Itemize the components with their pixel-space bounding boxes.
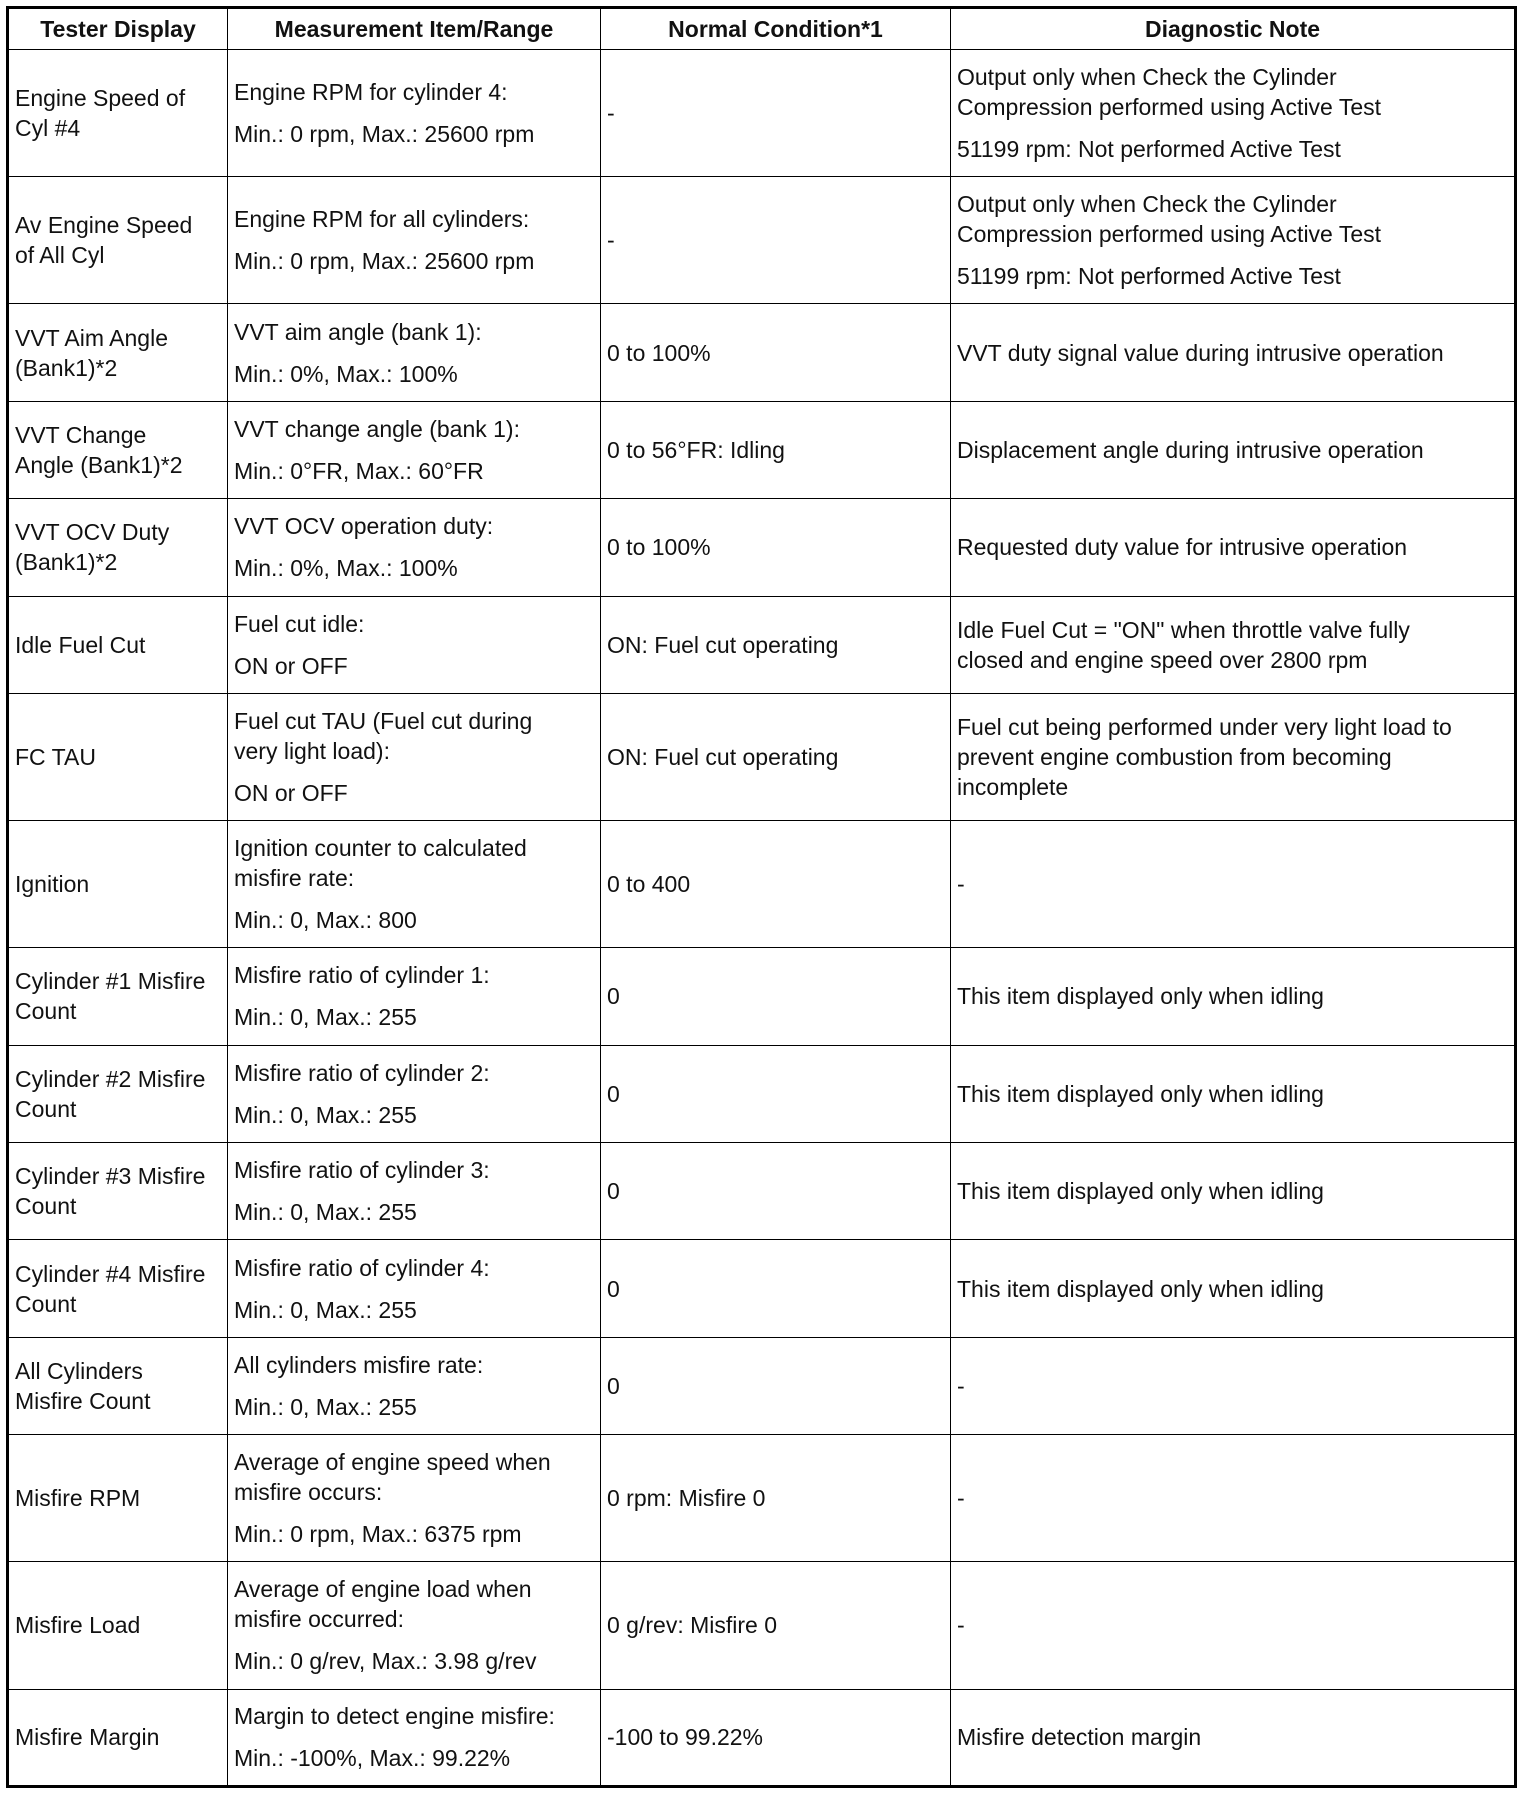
table-row — [8, 1337, 1516, 1434]
cell-diagnostic-note — [951, 1240, 1516, 1337]
cell-normal-condition: 0 — [601, 1143, 951, 1240]
measurement-range: Min.: 0, Max.: 800 — [234, 907, 417, 934]
tester-display-line: (Bank1)*2 — [15, 354, 118, 381]
measurement-line: VVT aim angle (bank 1): — [234, 318, 482, 345]
measurement-line: Ignition counter to calculated — [234, 835, 527, 862]
table-row — [8, 693, 1516, 820]
cell-normal-condition: 0 — [601, 1045, 951, 1142]
diagnostic-note-line: - — [957, 871, 965, 898]
tester-display-line: All Cylinders — [15, 1358, 143, 1384]
diagnostic-note-line: - — [957, 1485, 965, 1512]
cell-measurement-item — [228, 693, 601, 820]
cell-diagnostic-note — [951, 1045, 1516, 1142]
cell-diagnostic-note — [951, 177, 1516, 304]
tester-display-line: Angle (Bank1)*2 — [15, 451, 183, 478]
cell-tester-display — [8, 821, 228, 948]
cell-tester-display — [8, 596, 228, 693]
measurement-range: Min.: -100%, Max.: 99.22% — [234, 1745, 511, 1772]
cell-tester-display — [8, 1045, 228, 1142]
cell-normal-condition: 0 rpm: Misfire 0 — [601, 1435, 951, 1562]
cell-tester-display — [8, 1143, 228, 1240]
cell-normal-condition: 0 to 400 — [601, 821, 951, 948]
cell-tester-display — [8, 177, 228, 304]
spacer — [234, 1507, 594, 1519]
cell-measurement-item — [228, 1337, 601, 1434]
cell-tester-display — [8, 1562, 228, 1689]
table-row — [8, 596, 1516, 693]
cell-measurement-item — [228, 1240, 601, 1337]
measurement-range: Min.: 0, Max.: 255 — [234, 1296, 417, 1323]
cell-measurement-item — [228, 1689, 601, 1786]
tester-display-line: Cyl #4 — [15, 115, 81, 142]
measurement-line: misfire occurred: — [234, 1606, 404, 1633]
cell-tester-display — [8, 1337, 228, 1434]
tester-display-line: VVT Change — [15, 421, 147, 448]
cell-measurement-item — [228, 1435, 601, 1562]
measurement-line: Margin to detect engine misfire: — [234, 1703, 555, 1730]
cell-measurement-item — [228, 1143, 601, 1240]
cell-normal-condition: - — [601, 50, 951, 177]
spacer — [234, 1380, 594, 1392]
spacer — [234, 107, 594, 119]
cell-diagnostic-note — [951, 1689, 1516, 1786]
diagnostic-note-line: This item displayed only when idling — [957, 1275, 1324, 1302]
table-row — [8, 304, 1516, 401]
tester-display-line: VVT OCV Duty — [15, 519, 170, 546]
cell-measurement-item — [228, 50, 601, 177]
tester-display-line: VVT Aim Angle — [15, 324, 168, 351]
spacer — [234, 234, 594, 246]
measurement-line: Average of engine load when — [234, 1576, 532, 1603]
measurement-line: Misfire ratio of cylinder 3: — [234, 1157, 490, 1184]
cell-tester-display — [8, 401, 228, 498]
cell-measurement-item — [228, 948, 601, 1045]
cell-tester-display — [8, 304, 228, 401]
measurement-range: Min.: 0 rpm, Max.: 25600 rpm — [234, 248, 535, 275]
diagnostic-note-line: 51199 rpm: Not performed Active Test — [957, 136, 1341, 163]
tester-display-line: Engine Speed of — [15, 85, 186, 112]
table-row — [8, 50, 1516, 177]
measurement-range: Min.: 0, Max.: 255 — [234, 1394, 417, 1420]
cell-measurement-item — [228, 401, 601, 498]
tester-display-line: of All Cyl — [15, 242, 105, 269]
tester-display-line: Misfire Count — [15, 1388, 151, 1414]
cell-tester-display — [8, 1689, 228, 1786]
cell-measurement-item — [228, 596, 601, 693]
measurement-range: ON or OFF — [234, 652, 348, 679]
table-row — [8, 1045, 1516, 1142]
table-wrapper — [6, 6, 1514, 1788]
table-row — [8, 499, 1516, 596]
measurement-range: Min.: 0 rpm, Max.: 6375 rpm — [234, 1521, 522, 1548]
tester-display-line: Count — [15, 1290, 77, 1317]
diagnostic-note-line: This item displayed only when idling — [957, 1178, 1324, 1205]
table-row — [8, 1689, 1516, 1786]
diagnostic-note-line: Fuel cut being performed under very light load to — [957, 713, 1452, 740]
diagnostic-note-line: closed and engine speed over 2800 rpm — [957, 646, 1368, 673]
header-row — [8, 8, 1516, 50]
cell-normal-condition: 0 to 100% — [601, 499, 951, 596]
measurement-line: Misfire ratio of cylinder 2: — [234, 1059, 490, 1086]
header-measurement-item: Measurement Item/Range — [228, 8, 601, 50]
measurement-line: Misfire ratio of cylinder 4: — [234, 1254, 490, 1281]
measurement-range: Min.: 0%, Max.: 100% — [234, 555, 458, 582]
spacer — [234, 1088, 594, 1100]
cell-normal-condition: 0 — [601, 1337, 951, 1434]
cell-diagnostic-note — [951, 596, 1516, 693]
table-row — [8, 401, 1516, 498]
cell-normal-condition: -100 to 99.22% — [601, 1689, 951, 1786]
tester-display-line: Misfire Margin — [15, 1724, 160, 1751]
cell-measurement-item — [228, 304, 601, 401]
diagnostic-note-line: - — [957, 1373, 965, 1399]
table-body — [8, 50, 1516, 1787]
measurement-line: Misfire ratio of cylinder 1: — [234, 962, 490, 989]
cell-diagnostic-note — [951, 50, 1516, 177]
cell-measurement-item — [228, 1562, 601, 1689]
spacer — [234, 541, 594, 553]
diagnostic-note-line: Requested duty value for intrusive operation — [957, 534, 1408, 561]
measurement-line: Average of engine speed when — [234, 1449, 551, 1476]
table-row — [8, 177, 1516, 304]
diagnostic-note-line: Compression performed using Active Test — [957, 94, 1381, 121]
cell-diagnostic-note — [951, 693, 1516, 820]
spacer — [234, 639, 594, 651]
spacer — [234, 990, 594, 1002]
cell-diagnostic-note — [951, 948, 1516, 1045]
cell-normal-condition: ON: Fuel cut operating — [601, 596, 951, 693]
tester-display-line: Count — [15, 1095, 77, 1122]
spacer — [234, 1283, 594, 1295]
spacer — [234, 766, 594, 778]
tester-display-line: Ignition — [15, 871, 90, 898]
cell-measurement-item — [228, 177, 601, 304]
tester-display-line: FC TAU — [15, 743, 96, 770]
table-row — [8, 1562, 1516, 1689]
diagnostic-note-line: 51199 rpm: Not performed Active Test — [957, 263, 1341, 290]
diagnostic-note-line: VVT duty signal value during intrusive operation — [957, 339, 1444, 366]
measurement-range: Min.: 0, Max.: 255 — [234, 1101, 417, 1128]
measurement-line: Engine RPM for cylinder 4: — [234, 79, 508, 106]
diagnostic-note-line: Idle Fuel Cut = "ON" when throttle valve fully — [957, 616, 1410, 643]
tester-display-line: (Bank1)*2 — [15, 549, 118, 576]
spacer — [234, 893, 594, 905]
measurement-range: ON or OFF — [234, 779, 348, 806]
header-normal-condition: Normal Condition*1 — [601, 8, 951, 50]
cell-normal-condition: ON: Fuel cut operating — [601, 693, 951, 820]
cell-diagnostic-note — [951, 499, 1516, 596]
cell-tester-display — [8, 1435, 228, 1562]
tester-display-line: Cylinder #4 Misfire — [15, 1260, 206, 1287]
spacer — [234, 347, 594, 359]
diagnostic-note-line: This item displayed only when idling — [957, 1080, 1324, 1107]
tester-display-line: Cylinder #1 Misfire — [15, 968, 206, 995]
cell-tester-display — [8, 948, 228, 1045]
measurement-range: Min.: 0, Max.: 255 — [234, 1199, 417, 1226]
header-tester-display: Tester Display — [8, 8, 228, 50]
tester-display-line: Av Engine Speed — [15, 212, 193, 239]
table-row — [8, 1435, 1516, 1562]
measurement-line: Engine RPM for all cylinders: — [234, 206, 530, 233]
cell-measurement-item — [228, 821, 601, 948]
measurement-line: Fuel cut idle: — [234, 610, 365, 637]
cell-tester-display — [8, 1240, 228, 1337]
spacer — [234, 1731, 594, 1743]
cell-diagnostic-note — [951, 1435, 1516, 1562]
spacer — [957, 122, 1508, 134]
spacer — [957, 249, 1508, 261]
measurement-line: All cylinders misfire rate: — [234, 1352, 484, 1378]
diagnostic-note-line: Output only when Check the Cylinder — [957, 191, 1337, 218]
tester-display-line: Cylinder #2 Misfire — [15, 1065, 206, 1092]
tester-display-line: Misfire Load — [15, 1612, 141, 1639]
cell-normal-condition: 0 to 56°FR: Idling — [601, 401, 951, 498]
diagnostic-note-line: Displacement angle during intrusive operation — [957, 436, 1424, 463]
cell-normal-condition: - — [601, 177, 951, 304]
cell-measurement-item — [228, 1045, 601, 1142]
measurement-line: VVT OCV operation duty: — [234, 513, 494, 540]
spacer — [234, 1185, 594, 1197]
diagnostic-note-line: incomplete — [957, 773, 1069, 800]
cell-normal-condition: 0 — [601, 948, 951, 1045]
measurement-line: VVT change angle (bank 1): — [234, 415, 520, 442]
header-diagnostic-note: Diagnostic Note — [951, 8, 1516, 50]
measurement-line: misfire occurs: — [234, 1479, 383, 1506]
diagnostic-note-line: Misfire detection margin — [957, 1724, 1202, 1751]
cell-diagnostic-note — [951, 1562, 1516, 1689]
cell-tester-display — [8, 693, 228, 820]
diagnostic-note-line: prevent engine combustion from becoming — [957, 743, 1392, 770]
measurement-range: Min.: 0°FR, Max.: 60°FR — [234, 457, 484, 484]
cell-normal-condition: 0 — [601, 1240, 951, 1337]
measurement-line: misfire rate: — [234, 865, 355, 892]
cell-diagnostic-note — [951, 1143, 1516, 1240]
cell-diagnostic-note — [951, 821, 1516, 948]
measurement-line: Fuel cut TAU (Fuel cut during — [234, 707, 533, 734]
cell-diagnostic-note — [951, 304, 1516, 401]
measurement-range: Min.: 0%, Max.: 100% — [234, 360, 458, 387]
measurement-range: Min.: 0 g/rev, Max.: 3.98 g/rev — [234, 1648, 537, 1675]
measurement-range: Min.: 0 rpm, Max.: 25600 rpm — [234, 121, 535, 148]
cell-tester-display — [8, 50, 228, 177]
diagnostic-note-line: Output only when Check the Cylinder — [957, 64, 1337, 91]
tester-display-line: Misfire RPM — [15, 1485, 141, 1512]
spacer — [234, 1634, 594, 1646]
tester-display-line: Count — [15, 1193, 77, 1220]
measurement-range: Min.: 0, Max.: 255 — [234, 1004, 417, 1031]
table-row — [8, 821, 1516, 948]
cell-measurement-item — [228, 499, 601, 596]
cell-diagnostic-note — [951, 401, 1516, 498]
cell-normal-condition: 0 g/rev: Misfire 0 — [601, 1562, 951, 1689]
diagnostic-note-line: Compression performed using Active Test — [957, 221, 1381, 248]
tester-display-line: Count — [15, 998, 77, 1025]
table-row — [8, 1143, 1516, 1240]
table-row — [8, 1240, 1516, 1337]
data-list-table — [6, 6, 1517, 1788]
cell-diagnostic-note — [951, 1337, 1516, 1434]
spacer — [234, 444, 594, 456]
diagnostic-note-line: This item displayed only when idling — [957, 983, 1324, 1010]
measurement-line: very light load): — [234, 737, 390, 764]
tester-display-line: Idle Fuel Cut — [15, 631, 146, 658]
diagnostic-note-line: - — [957, 1612, 965, 1639]
table-row — [8, 948, 1516, 1045]
cell-tester-display — [8, 499, 228, 596]
tester-display-line: Cylinder #3 Misfire — [15, 1163, 206, 1190]
cell-normal-condition: 0 to 100% — [601, 304, 951, 401]
